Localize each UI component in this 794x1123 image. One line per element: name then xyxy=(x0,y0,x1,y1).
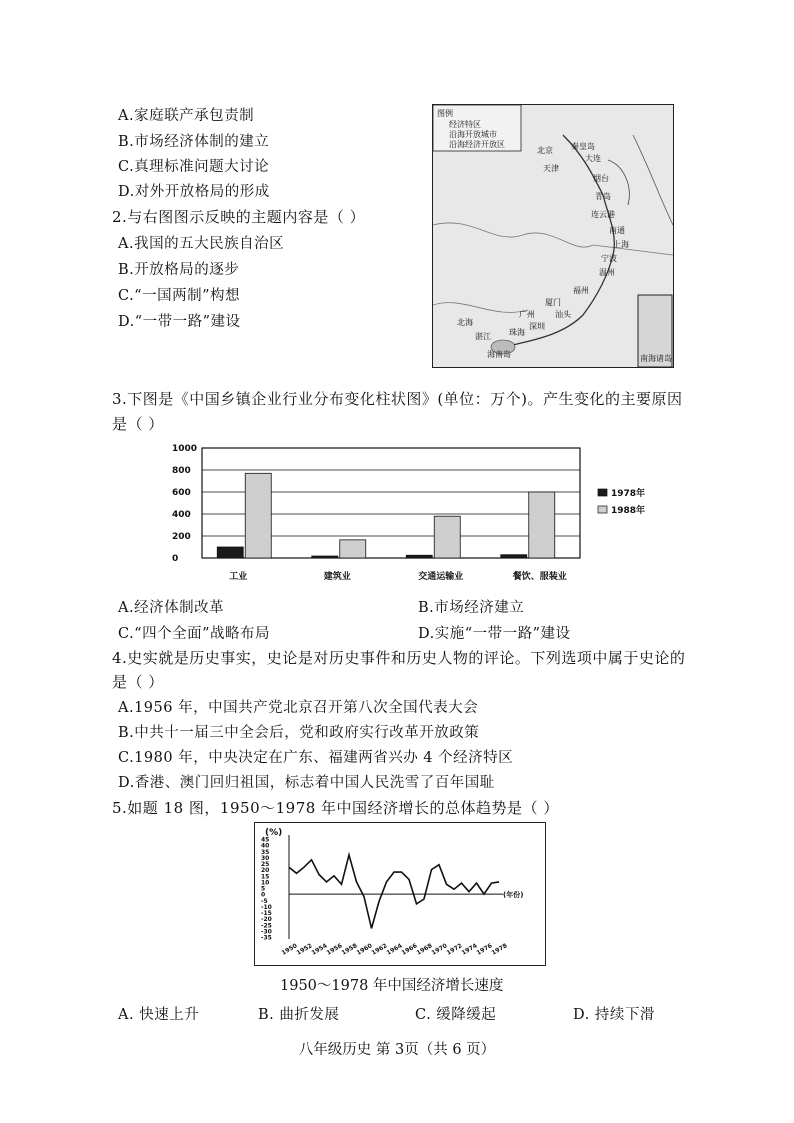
map-city-label: 大连 xyxy=(585,154,601,163)
map-city-label: 上海 xyxy=(613,240,629,249)
x-tick-label: 1970 xyxy=(430,942,449,957)
bar-series-b xyxy=(434,516,460,558)
x-category-label: 建筑业 xyxy=(323,572,351,582)
x-unit-label: (年份) xyxy=(503,891,524,900)
legend-label: 1978年 xyxy=(611,489,646,499)
y-tick-label: -30 xyxy=(261,928,272,936)
q4-option-c: C.1980 年，中央决定在广东、福建两省兴办 4 个经济特区 xyxy=(118,750,514,766)
map-city-label: 厦门 xyxy=(545,298,561,307)
x-tick-label: 1952 xyxy=(295,942,314,957)
map-city-label: 深圳 xyxy=(529,322,545,331)
map-city-label: 珠海 xyxy=(509,328,525,337)
y-tick-label: 1000 xyxy=(172,444,198,454)
q5-option-a: A. 快速上升 xyxy=(118,1007,200,1023)
bar-series-a xyxy=(501,555,527,558)
x-category-label: 工业 xyxy=(229,572,248,582)
q1-option-c: C.真理标准问题大讨论 xyxy=(118,159,270,175)
map-city-label: 海南岛 xyxy=(487,350,511,359)
q1-option-d: D.对外开放格局的形成 xyxy=(118,184,270,200)
y-tick-label: 30 xyxy=(261,854,270,862)
map-legend-title: 图例 xyxy=(437,109,453,118)
q5-option-b: B. 曲折发展 xyxy=(258,1007,340,1023)
map-inset-label: 南海诸岛 xyxy=(640,354,672,363)
x-tick-label: 1960 xyxy=(355,942,374,957)
q2-option-b: B.开放格局的逐步 xyxy=(118,262,240,278)
y-tick-label: 20 xyxy=(261,867,270,875)
map-city-label: 福州 xyxy=(573,286,589,295)
bar-chart xyxy=(150,438,670,588)
y-tick-label: 600 xyxy=(172,488,191,498)
y-tick-label: 40 xyxy=(261,842,270,850)
q2-option-d: D.“一带一路”建设 xyxy=(118,314,241,330)
y-tick-label: 35 xyxy=(261,848,270,856)
y-tick-label: 800 xyxy=(172,466,191,476)
x-tick-label: 1964 xyxy=(385,942,404,957)
map-city-label: 湛江 xyxy=(475,332,491,341)
q4-option-d: D.香港、澳门回归祖国，标志着中国人民洗雪了百年国耻 xyxy=(118,775,495,791)
y-tick-label: -10 xyxy=(261,903,272,911)
x-tick-label: 1972 xyxy=(445,942,464,957)
growth-line xyxy=(289,855,499,929)
q3-stem-line1: 3.下图是《中国乡镇企业行业分布变化柱状图》(单位：万个)。产生变化的主要原因 xyxy=(112,390,683,408)
q5-option-c: C. 缓降缓起 xyxy=(415,1007,497,1023)
bar-series-b xyxy=(245,473,271,558)
bar-series-a xyxy=(406,555,432,558)
map-city-label: 北京 xyxy=(537,146,553,155)
x-tick-label: 1958 xyxy=(340,942,359,957)
legend-swatch xyxy=(598,506,607,513)
x-tick-label: 1974 xyxy=(460,942,479,957)
map-city-label: 天津 xyxy=(543,164,559,173)
y-tick-label: 25 xyxy=(261,861,270,868)
q4-stem-line1: 4.史实就是历史事实，史论是对历史事件和历史人物的评论。下列选项中属于史论的 xyxy=(112,649,686,667)
map-city-label: 汕头 xyxy=(555,310,571,319)
y-tick-label: -25 xyxy=(261,922,272,930)
map-legend-item: 沿海开放城市 xyxy=(449,130,497,139)
q3-option-a: A.经济体制改革 xyxy=(118,600,225,616)
map-legend-item: 经济特区 xyxy=(449,120,481,129)
q3-option-c: C.“四个全面”战略布局 xyxy=(118,626,271,642)
x-category-label: 餐饮、服装业 xyxy=(512,572,567,582)
y-tick-label: -35 xyxy=(261,934,272,942)
q4-stem-line2: 是（ ） xyxy=(112,673,164,691)
map-city-label: 南通 xyxy=(609,226,625,235)
line-chart-caption: 1950～1978 年中国经济增长速度 xyxy=(280,978,504,994)
y-tick-label: 0 xyxy=(172,554,179,564)
y-tick-label: 200 xyxy=(172,532,191,542)
q2-stem: 2.与右图图示反映的主题内容是（ ） xyxy=(112,208,366,226)
y-tick-label: -20 xyxy=(261,916,272,924)
x-tick-label: 1978 xyxy=(490,942,509,957)
q1-option-b: B.市场经济体制的建立 xyxy=(118,134,270,150)
map-city-label: 北海 xyxy=(457,318,473,327)
page-footer: 八年级历史 第 3页（共 6 页） xyxy=(298,1042,496,1058)
x-tick-label: 1966 xyxy=(400,942,419,957)
x-tick-label: 1954 xyxy=(310,942,329,957)
opening-map xyxy=(432,104,674,368)
q3-option-b: B.市场经济建立 xyxy=(418,600,525,616)
x-tick-label: 1968 xyxy=(415,942,434,957)
map-city-label: 宁波 xyxy=(601,254,617,263)
y-tick-label: -15 xyxy=(261,910,272,917)
q1-option-a: A.家庭联产承包责制 xyxy=(118,108,255,124)
y-unit-label: (%) xyxy=(265,828,283,838)
q3-option-d: D.实施“一带一路”建设 xyxy=(418,626,571,642)
y-tick-label: -5 xyxy=(261,897,268,905)
y-tick-label: 5 xyxy=(261,885,266,893)
y-tick-label: 10 xyxy=(261,879,270,887)
bar-series-a xyxy=(217,547,243,558)
y-tick-label: 45 xyxy=(261,836,270,844)
y-tick-label: 0 xyxy=(261,891,266,899)
x-tick-label: 1976 xyxy=(475,942,494,957)
map-city-label: 秦皇岛 xyxy=(571,142,595,151)
line-chart xyxy=(254,822,546,966)
map-city-label: 广州 xyxy=(519,310,535,319)
bar-series-b xyxy=(529,492,555,558)
q5-stem: 5.如题 18 图，1950～1978 年中国经济增长的总体趋势是（ ） xyxy=(112,799,559,817)
bar-series-a xyxy=(312,556,338,558)
map-legend-item: 沿海经济开放区 xyxy=(449,140,505,149)
x-tick-label: 1950 xyxy=(280,942,299,957)
legend-swatch xyxy=(598,489,607,496)
q3-stem-line2: 是（ ） xyxy=(112,415,164,433)
q2-option-a: A.我国的五大民族自治区 xyxy=(118,236,285,252)
x-tick-label: 1956 xyxy=(325,942,344,957)
x-tick-label: 1962 xyxy=(370,942,389,957)
map-city-label: 青岛 xyxy=(595,192,611,201)
map-city-label: 温州 xyxy=(599,268,615,277)
y-tick-label: 15 xyxy=(261,873,270,881)
legend-label: 1988年 xyxy=(611,506,646,516)
x-category-label: 交通运输业 xyxy=(418,572,464,582)
q5-option-d: D. 持续下滑 xyxy=(573,1007,655,1023)
bar-series-b xyxy=(340,540,366,558)
map-city-label: 烟台 xyxy=(593,174,609,183)
y-tick-label: 400 xyxy=(172,510,191,520)
q2-option-c: C.“一国两制”构想 xyxy=(118,288,241,304)
q4-option-b: B.中共十一届三中全会后，党和政府实行改革开放政策 xyxy=(118,725,480,741)
q4-option-a: A.1956 年，中国共产党北京召开第八次全国代表大会 xyxy=(118,700,479,716)
map-city-label: 连云港 xyxy=(591,210,615,219)
